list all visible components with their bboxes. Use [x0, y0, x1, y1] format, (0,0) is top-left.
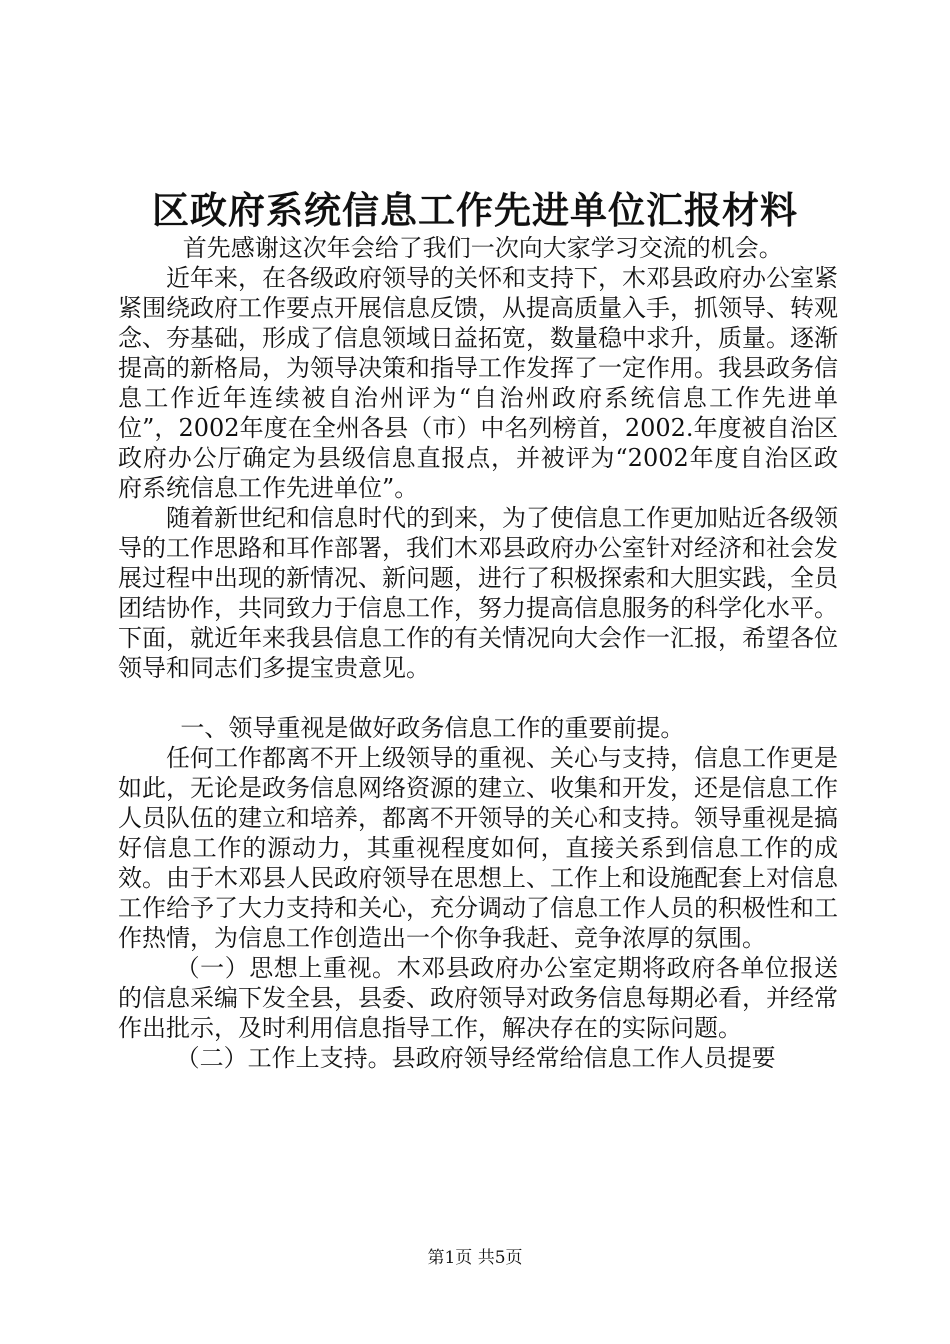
section-heading-1: 一、领导重视是做好政务信息工作的重要前提。 — [180, 714, 685, 742]
page-number-footer: 第1页 共5页 — [427, 1248, 523, 1268]
subsection-1: （一）思想上重视。木邓县政府办公室定期将政府各单位报送的信息采编下发全县，县委、政府领导对政务信息每期必看，并经常作出批示，及时利用信息指导工作，解决存在的实际问题。 — [118, 954, 838, 1042]
paragraph-overview: 近年来，在各级政府领导的关怀和支持下，木邓县政府办公室紧紧围绕政府工作要点开展信息反馈，从提高质量入手，抓领导、转观念、夯基础，形成了信息领域日益拓宽，数量稳中求升，质量。逐渐提高的新格局，为领导决策和指导工作发挥了一定作用。我县政务信息工作近年连续被自治州评为“自治州政府系统信息工作先进单位”，2002年度在全州各县（市）中名列榜首，2002.年度被自治区政府办公厅确定为县级信息直报点，并被评为“2002年度自治区政府系统信息工作先进单位”。 — [118, 264, 838, 502]
paragraph-opening: 首先感谢这次年会给了我们一次向大家学习交流的机会。 — [182, 234, 783, 262]
document-body — [118, 233, 838, 1073]
subsection-2: （二）工作上支持。县政府领导经常给信息工作人员提要 — [175, 1044, 776, 1072]
paragraph-introduction: 随着新世纪和信息时代的到来，为了使信息工作更加贴近各级领导的工作思路和耳作部署，我们木邓县政府办公室针对经济和社会发展过程中出现的新情况、新问题，进行了积极探索和大胆实践，全员团结协作，共同致力于信息工作，努力提高信息服务的科学化水平。下面，就近年来我县信息工作的有关情况向大会作一汇报，希望各位领导和同志们多提宝贵意见。 — [118, 504, 838, 682]
document-title: 区政府系统信息工作先进单位汇报材料 — [152, 188, 798, 232]
paragraph-section-1: 任何工作都离不开上级领导的重视、关心与支持，信息工作更是如此，无论是政务信息网络资源的建立、收集和开发，还是信息工作人员队伍的建立和培养，都离不开领导的关心和支持。领导重视是搞好信息工作的源动力，其重视程度如何，直接关系到信息工作的成效。由于木邓县人民政府领导在思想上、工作上和设施配套上对信息工作给予了大力支持和关心，充分调动了信息工作人员的积极性和工作热情，为信息工作创造出一个你争我赶、竞争浓厚的氛围。 — [118, 744, 838, 952]
